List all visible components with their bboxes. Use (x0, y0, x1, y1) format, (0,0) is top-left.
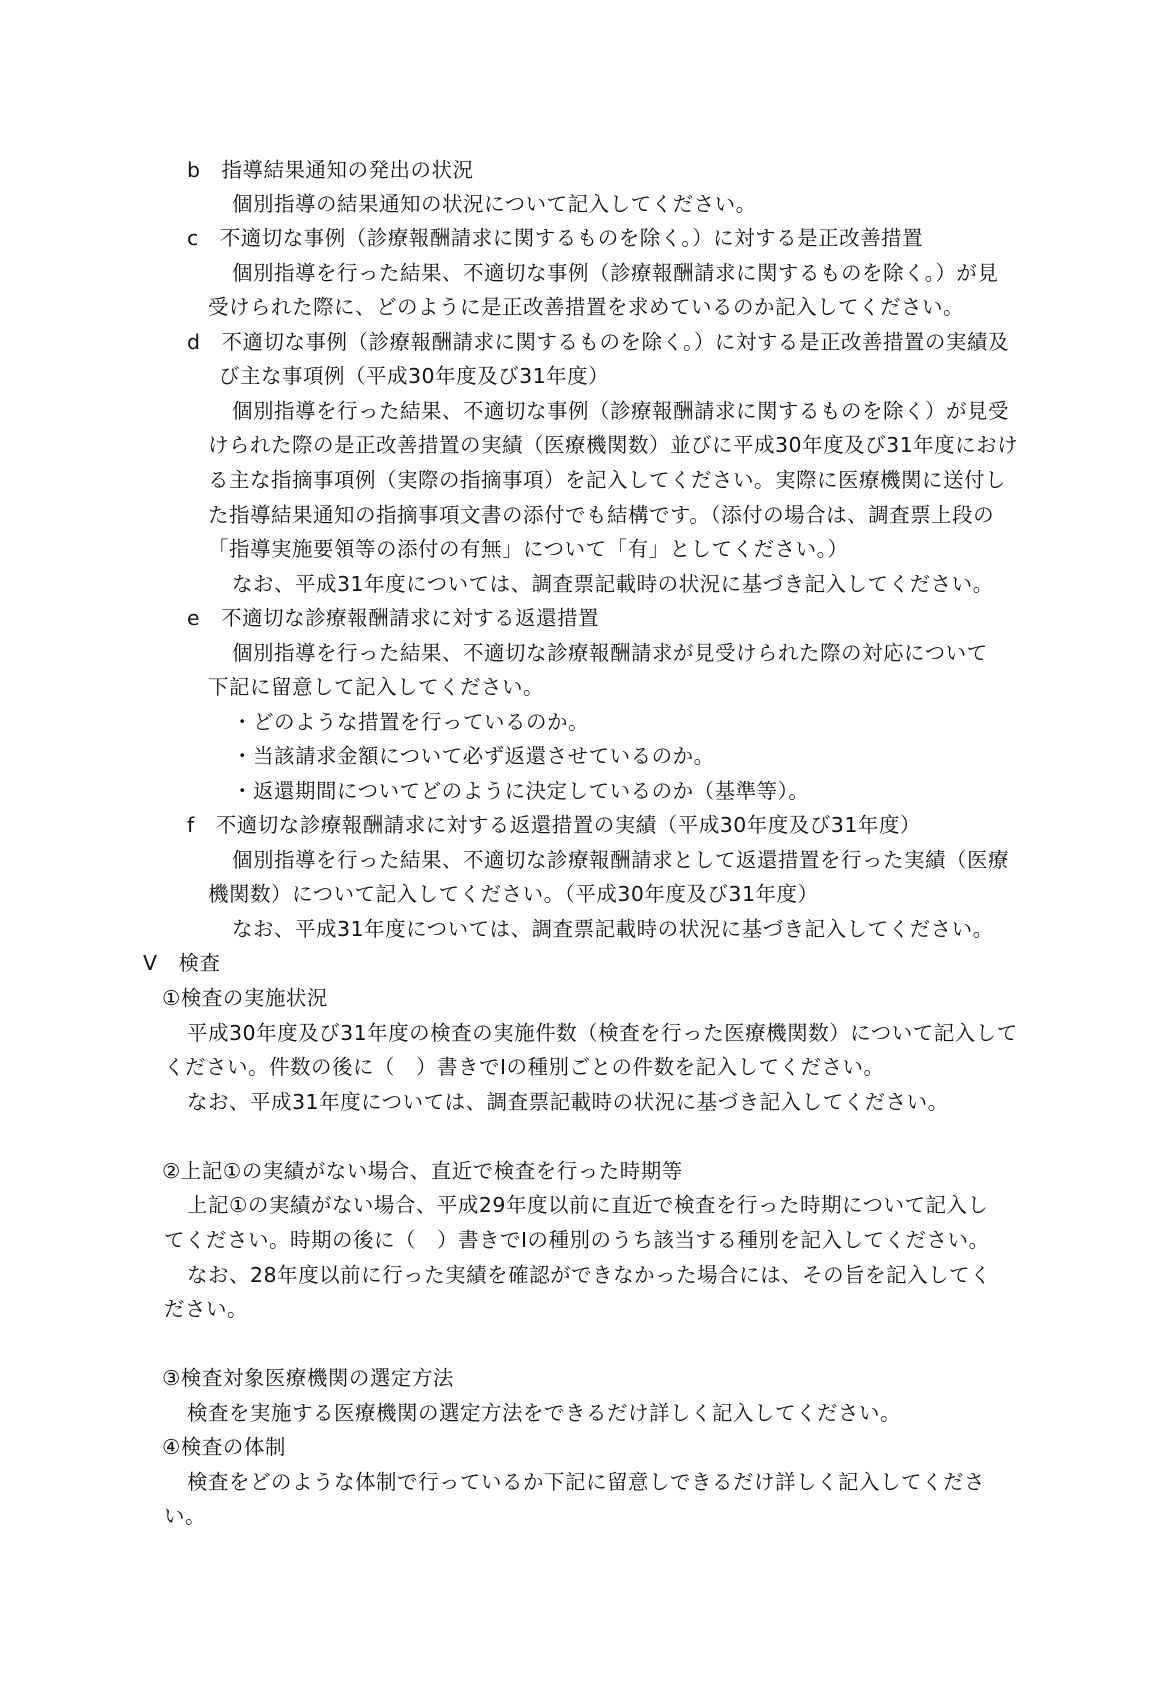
paragraph-line: 個別指導を行った結果、不適切な診療報酬請求として返還措置を行った実績（医療 (232, 848, 1009, 872)
paragraph-line: なお、平成31年度については、調査票記載時の状況に基づき記入してください。 (187, 1090, 949, 1114)
paragraph-line: る主な指摘事項例（実際の指摘事項）を記入してください。実際に医療機関に送付し (208, 468, 1006, 492)
subsection-heading-b: b 指導結果通知の発出の状況 (187, 158, 474, 182)
paragraph-line: ださい。 (164, 1297, 248, 1321)
subsection-heading-d-cont: び主な事項例（平成30年度及び31年度） (219, 364, 610, 388)
paragraph-line: 個別指導の結果通知の状況について記入してください。 (232, 192, 757, 216)
paragraph-line: い。 (164, 1504, 206, 1528)
bullet-item: ・返還期間についてどのように決定しているのか（基準等）。 (232, 779, 810, 803)
paragraph-line: 機関数）について記入してください。（平成30年度及び31年度） (208, 882, 819, 906)
paragraph-line: けられた際の是正改善措置の実績（医療機関数）並びに平成30年度及び31年度におけ (208, 433, 1019, 457)
bullet-item: ・どのような措置を行っているのか。 (232, 710, 589, 734)
paragraph-line: 上記①の実績がない場合、平成29年度以前に直近で検査を行った時期について記入し (187, 1193, 989, 1217)
paragraph-line: てください。時期の後に（ ）書きでⅠの種別のうち該当する種別を記入してください。 (164, 1228, 990, 1252)
item-heading-4: ④検査の体制 (162, 1435, 286, 1459)
paragraph-line: なお、28年度以前に行った実績を確認ができなかった場合には、その旨を記入してく (187, 1263, 992, 1287)
paragraph-line: 平成30年度及び31年度の検査の実施件数（検査を行った医療機関数）について記入して (187, 1021, 1018, 1045)
paragraph-line: 受けられた際に、どのように是正改善措置を求めているのか記入してください。 (208, 295, 964, 319)
section-heading-v: Ⅴ 検査 (143, 951, 221, 975)
paragraph-line: 個別指導を行った結果、不適切な事例（診療報酬請求に関するものを除く。）が見 (232, 261, 999, 285)
subsection-heading-f: f 不適切な診療報酬請求に対する返還措置の実績（平成30年度及び31年度） (187, 813, 921, 837)
bullet-item: ・当該請求金額について必ず返還させているのか。 (232, 744, 715, 768)
paragraph-line: 検査を実施する医療機関の選定方法をできるだけ詳しく記入してください。 (187, 1401, 901, 1425)
item-heading-1: ①検査の実施状況 (162, 986, 328, 1010)
paragraph-line: ください。件数の後に（ ）書きでⅠの種別ごとの件数を記入してください。 (164, 1055, 885, 1079)
subsection-heading-c: c 不適切な事例（診療報酬請求に関するものを除く。）に対する是正改善措置 (187, 226, 924, 250)
item-heading-2: ②上記①の実績がない場合、直近で検査を行った時期等 (162, 1159, 683, 1183)
paragraph-line: なお、平成31年度については、調査票記載時の状況に基づき記入してください。 (232, 572, 994, 596)
item-heading-3: ③検査対象医療機関の選定方法 (162, 1366, 454, 1390)
paragraph-line: 「指導実施要領等の添付の有無」について「有」としてください。） (208, 537, 849, 561)
subsection-heading-d: d 不適切な事例（診療報酬請求に関するものを除く。）に対する是正改善措置の実績及 (187, 330, 1009, 354)
paragraph-line: た指導結果通知の指摘事項文書の添付でも結構です。（添付の場合は、調査票上段の (208, 503, 995, 527)
paragraph-line: 個別指導を行った結果、不適切な事例（診療報酬請求に関するものを除く）が見受 (232, 399, 1009, 423)
paragraph-line: なお、平成31年度については、調査票記載時の状況に基づき記入してください。 (232, 917, 994, 941)
paragraph-line: 個別指導を行った結果、不適切な診療報酬請求が見受けられた際の対応について (232, 641, 988, 665)
paragraph-line: 検査をどのような体制で行っているか下記に留意しできるだけ詳しく記入してくださ (187, 1470, 985, 1494)
paragraph-line: 下記に留意して記入してください。 (208, 675, 544, 699)
subsection-heading-e: e 不適切な診療報酬請求に対する返還措置 (187, 606, 600, 630)
